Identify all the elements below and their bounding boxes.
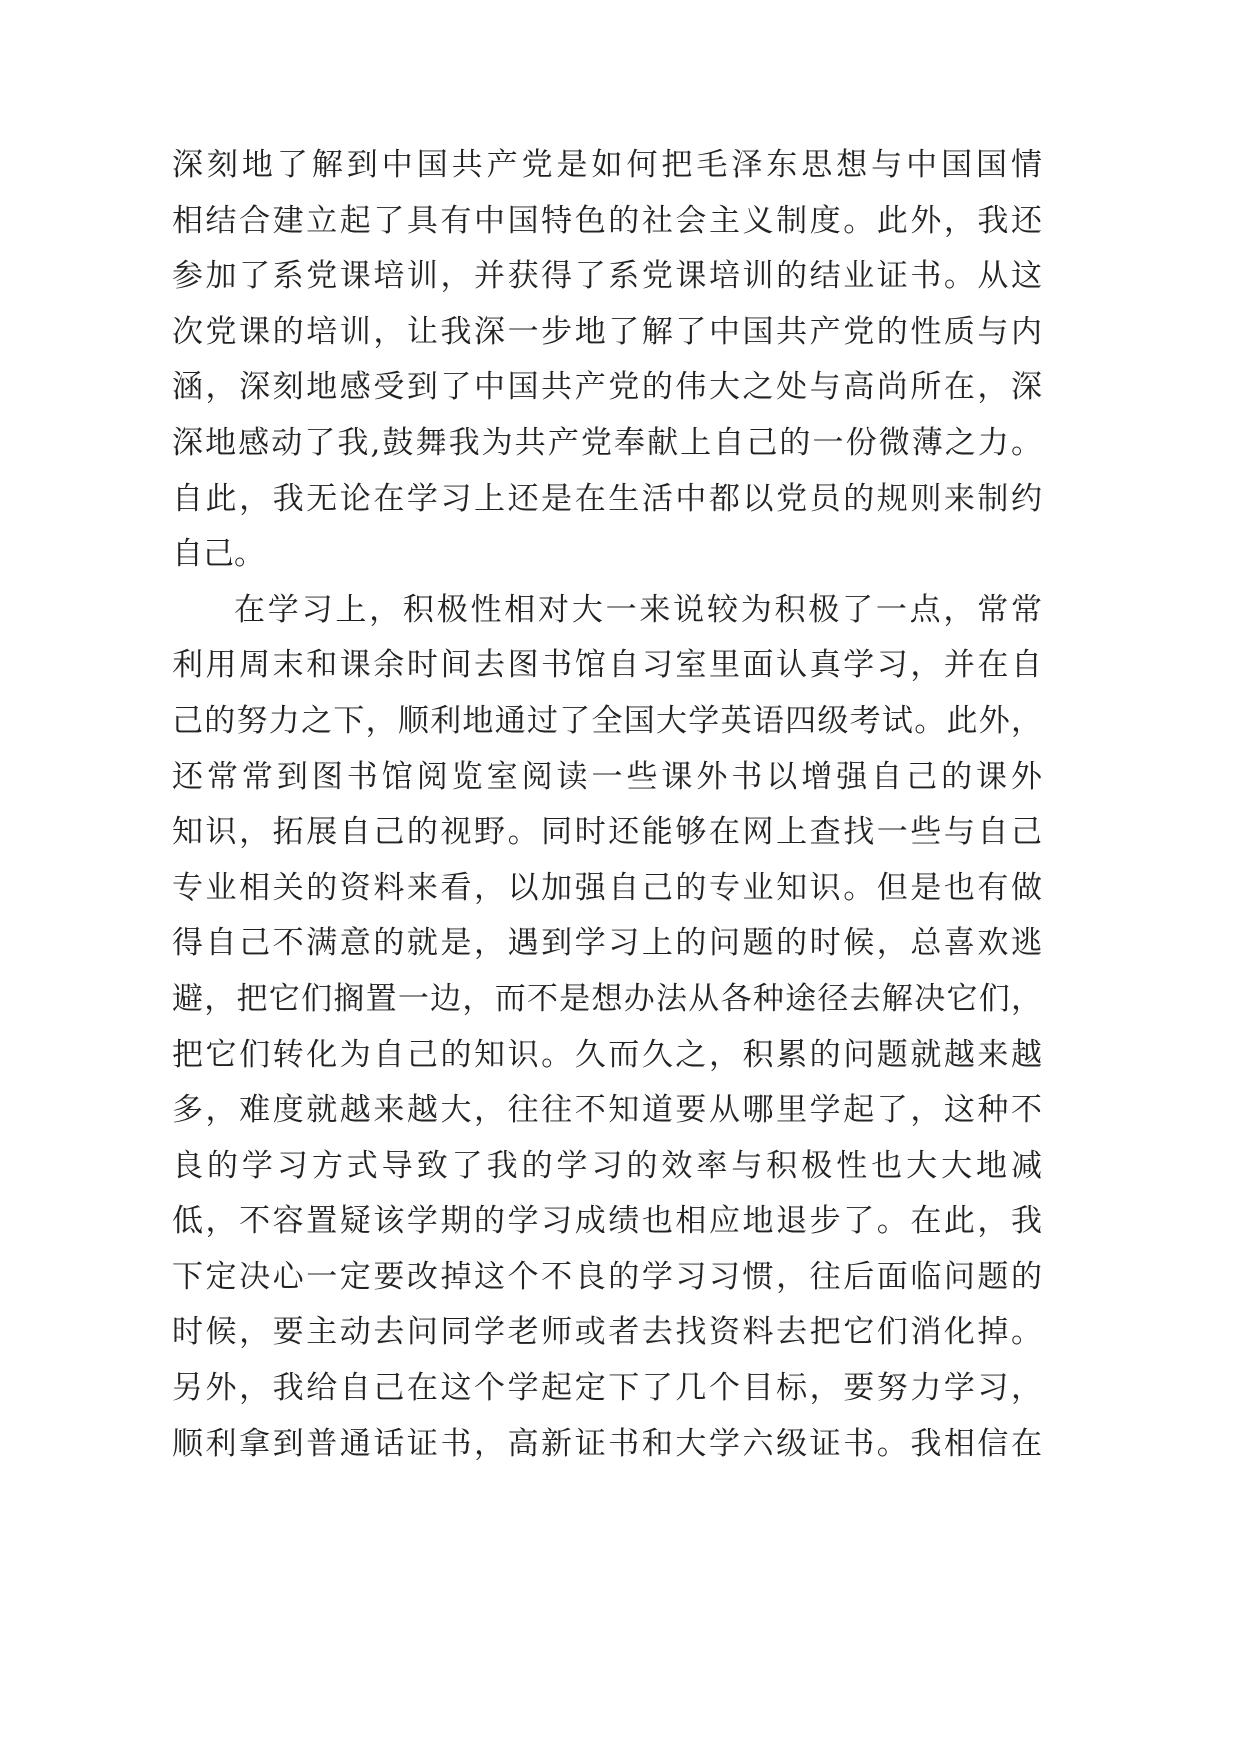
paragraph [172,583,1042,1473]
paragraph-line: 自此，我无论在学习上还是在生活中都以党员的规则来制约 [172,480,1042,517]
paragraph-line: 深刻地了解到中国共产党是如何把毛泽东思想与中国国情 [172,147,1042,183]
paragraph-line: 自己。 [172,536,265,573]
paragraph-line: 时候，要主动去问同学老师或者去找资料去把它们消化掉。 [172,1314,1042,1351]
paragraph-line: 己的努力之下，顺利地通过了全国大学英语四级考试。此外， [172,702,1042,739]
paragraph-line: 专业相关的资料来看，以加强自己的专业知识。但是也有做 [172,869,1042,906]
paragraph-line: 相结合建立起了具有中国特色的社会主义制度。此外，我还 [172,202,1042,239]
paragraph-line: 深地感动了我,鼓舞我为共产党奉献上自己的一份微薄之力。 [172,424,1042,461]
paragraph-line: 还常常到图书馆阅览室阅读一些课外书以增强自己的课外 [172,758,1042,795]
paragraph-line: 利用周末和课余时间去图书馆自习室里面认真学习，并在自 [172,647,1042,684]
paragraph-line: 把它们转化为自己的知识。久而久之，积累的问题就越来越 [172,1036,1042,1073]
paragraph-line: 知识，拓展自己的视野。同时还能够在网上查找一些与自己 [172,814,1042,851]
paragraph-line: 下定决心一定要改掉这个不良的学习习惯，往后面临问题的 [172,1258,1042,1295]
paragraph-line: 另外，我给自己在这个学起定下了几个目标，要努力学习， [172,1370,1042,1407]
paragraph-line: 涵，深刻地感受到了中国共产党的伟大之处与高尚所在，深 [172,369,1042,406]
paragraph-line: 得自己不满意的就是，遇到学习上的问题的时候，总喜欢逃 [172,925,1042,962]
paragraph-line: 避，把它们搁置一边，而不是想办法从各种途径去解决它们， [172,980,1042,1017]
paragraph-line: 低，不容置疑该学期的学习成绩也相应地退步了。在此，我 [172,1203,1042,1240]
paragraph-line: 参加了系党课培训，并获得了系党课培训的结业证书。从这 [172,258,1042,295]
paragraph [172,138,1042,583]
document-body [172,138,1042,1472]
paragraph-line: 多，难度就越来越大，往往不知道要从哪里学起了，这种不 [172,1092,1042,1129]
paragraph-line: 良的学习方式导致了我的学习的效率与积极性也大大地减 [172,1147,1042,1184]
paragraph-first-line: 在学习上，积极性相对大一来说较为积极了一点，常常 [234,591,1042,628]
paragraph-line: 次党课的培训，让我深一步地了解了中国共产党的性质与内 [172,313,1042,350]
paragraph-line: 顺利拿到普通话证书，高新证书和大学六级证书。我相信在 [172,1425,1042,1462]
